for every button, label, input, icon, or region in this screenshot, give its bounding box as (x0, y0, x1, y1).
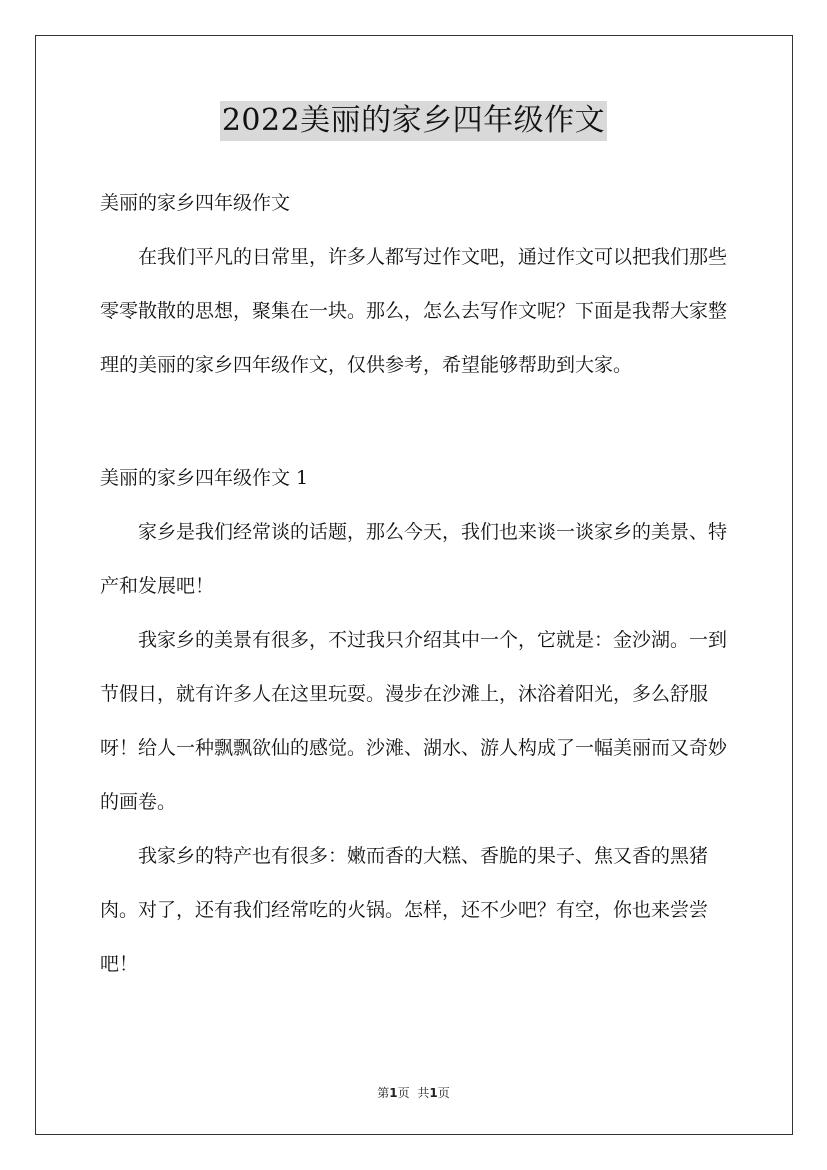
intro-heading: 美丽的家乡四年级作文 (100, 192, 291, 214)
essay-paragraph: 家乡是我们经常谈的话题，那么今天，我们也来谈一谈家乡的美景、特产和发展吧！ (100, 521, 728, 597)
page-number: 1 (389, 1086, 398, 1100)
page-suffix: 页 (397, 1086, 410, 1100)
document-body (100, 176, 740, 991)
document-title: 2022美丽的家乡四年级作文 (220, 101, 607, 141)
total-suffix: 页 (437, 1086, 450, 1100)
essay-1-heading: 美丽的家乡四年级作文 1 (100, 467, 309, 489)
essay-paragraph: 我家乡的特产也有很多：嫩而香的大糕、香脆的果子、焦又香的黑猪肉。对了，还有我们经常吃的火锅。怎样，还不少吧？有空，你也来尝尝吧！ (100, 845, 709, 975)
title-area (0, 101, 827, 141)
essay-paragraph: 我家乡的美景有很多，不过我只介绍其中一个，它就是：金沙湖。一到节假日，就有许多人在这里玩耍。漫步在沙滩上，沐浴着阳光，多么舒服呀！给人一种飘飘欲仙的感觉。沙滩、湖水、游人构成了一幅美丽而又奇妙的画卷。 (100, 629, 728, 813)
intro-paragraph: 在我们平凡的日常里，许多人都写过作文吧，通过作文可以把我们那些零零散散的思想，聚集在一块。那么，怎么去写作文呢？下面是我帮大家整理的美丽的家乡四年级作文，仅供参考，希望能够帮助到大家。 (100, 246, 728, 376)
page-footer (0, 1084, 827, 1101)
total-prefix: 共 (417, 1086, 430, 1100)
total-pages: 1 (429, 1086, 438, 1100)
page-prefix: 第 (377, 1086, 390, 1100)
